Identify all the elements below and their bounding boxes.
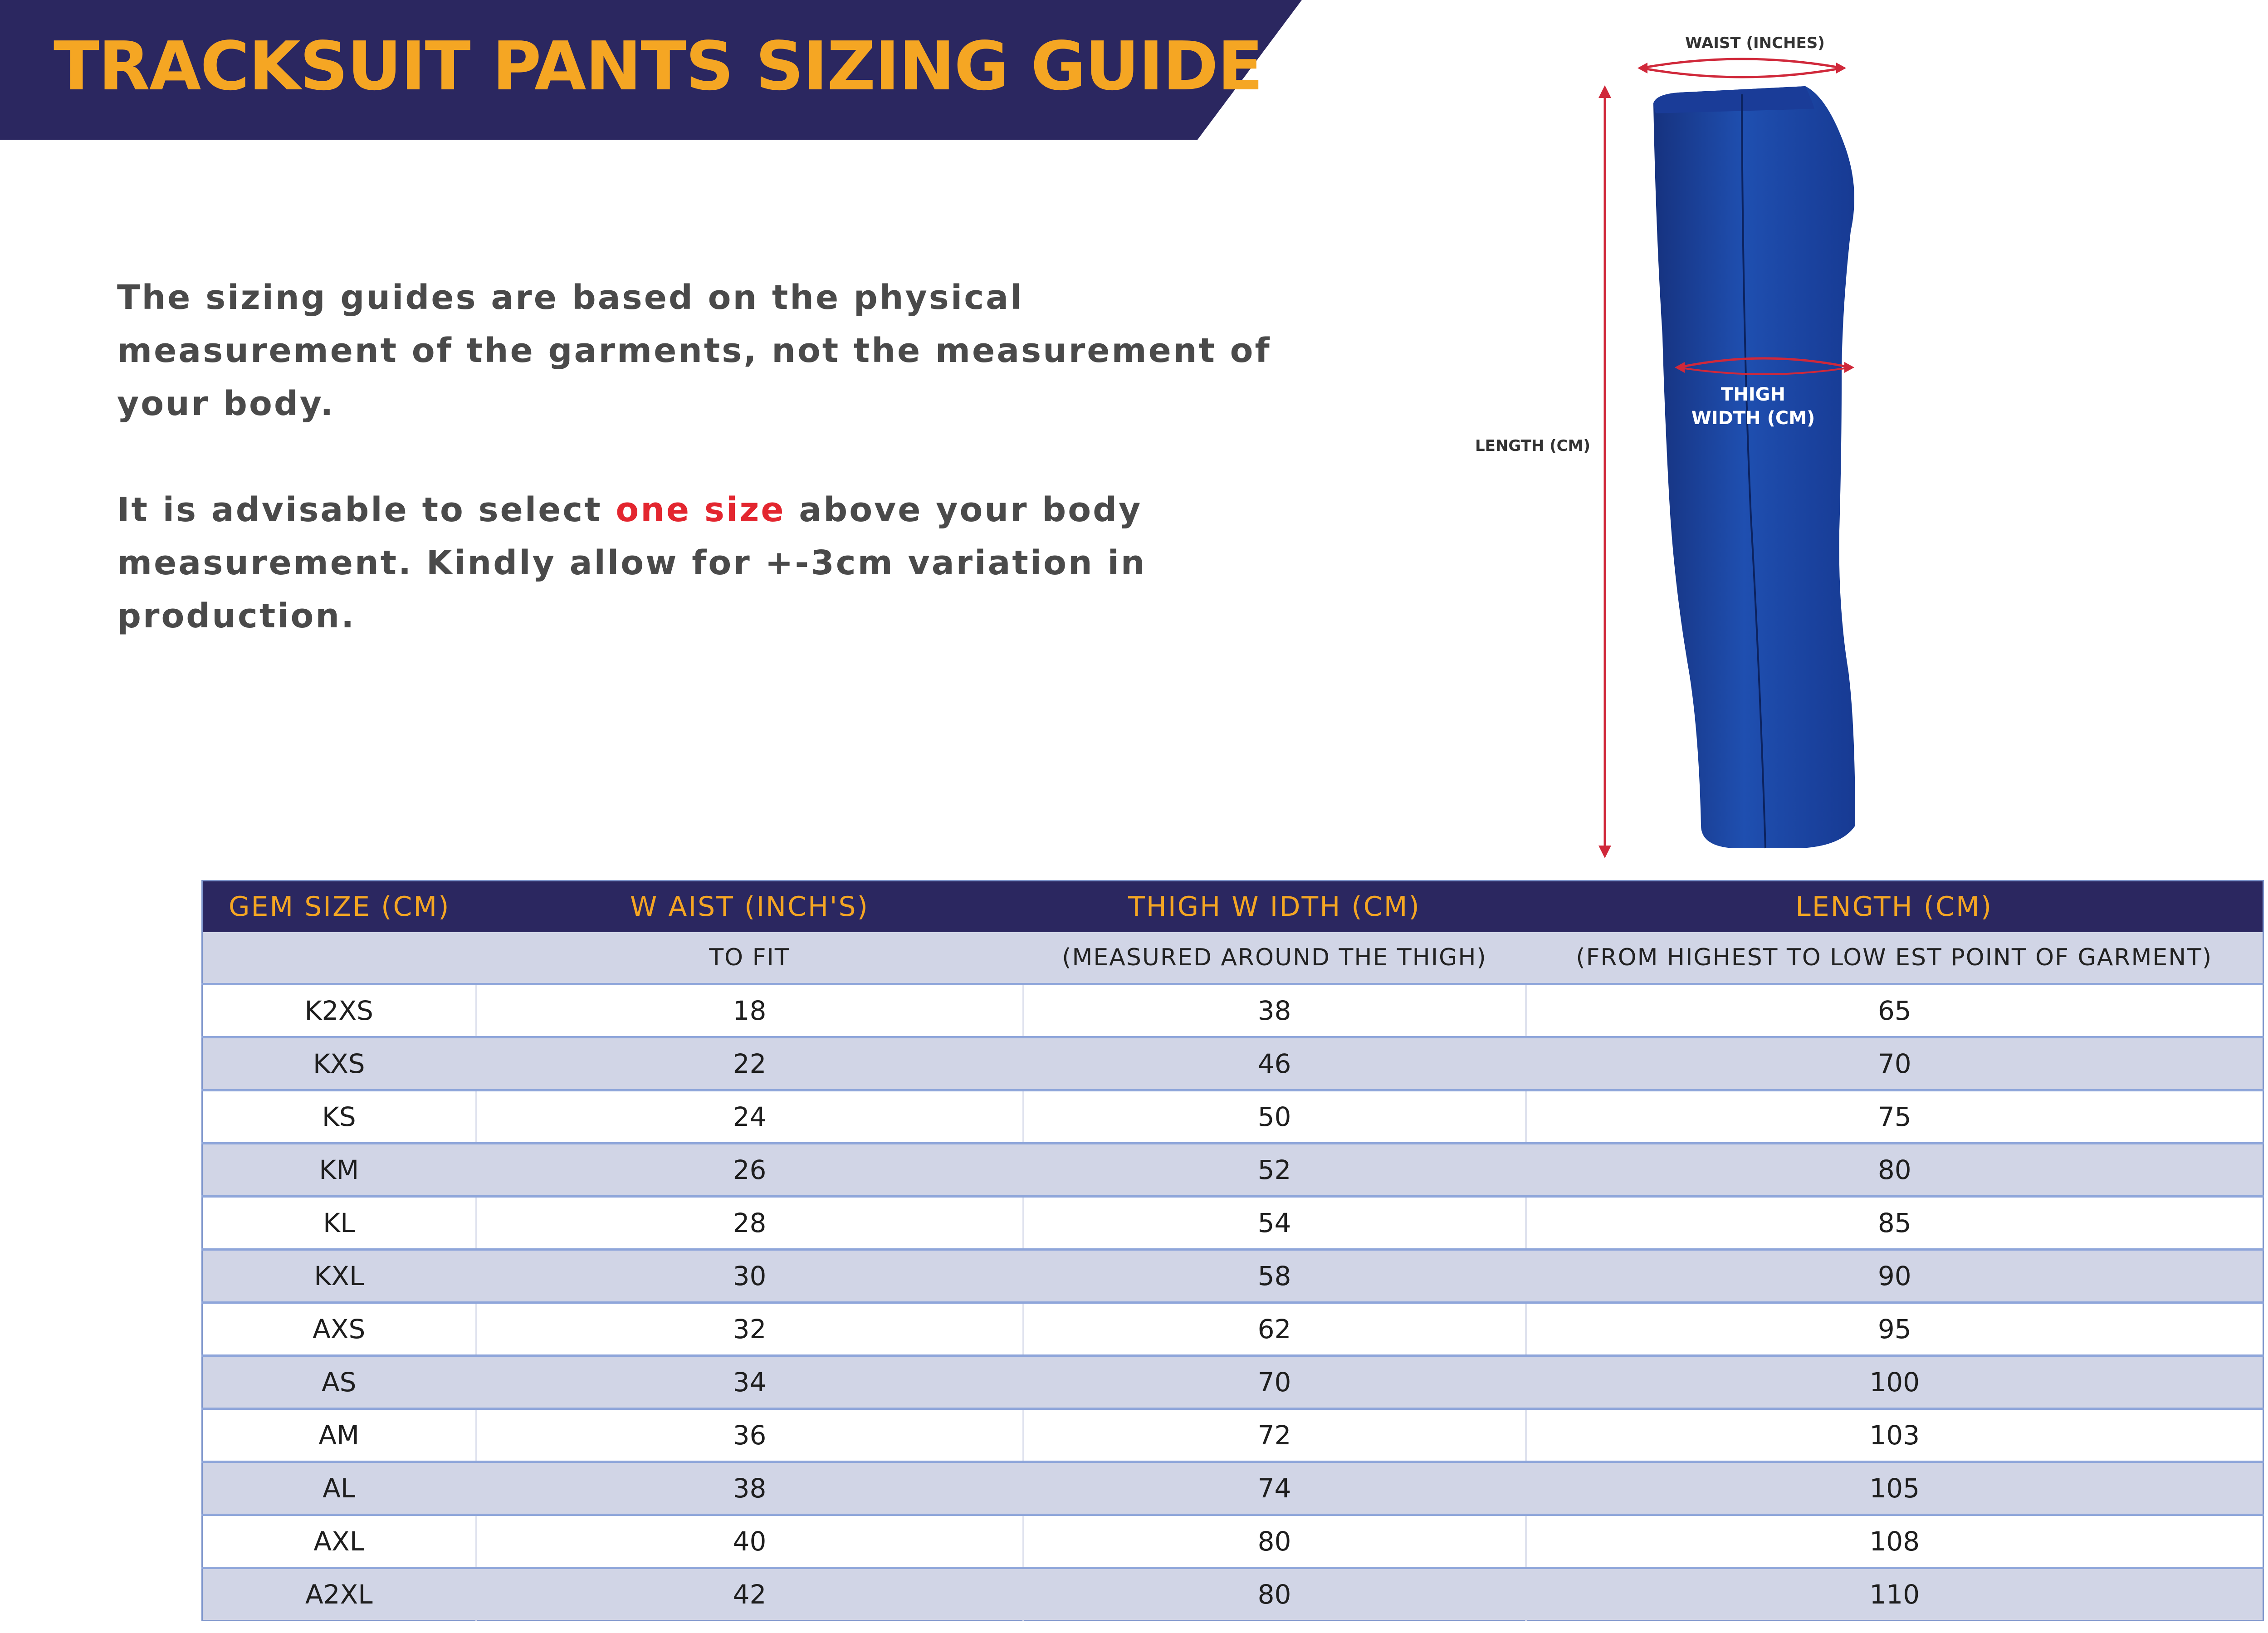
table-row	[202, 1144, 2263, 1197]
waist-arc-lower	[1641, 68, 1843, 77]
cell-length: 95	[1526, 1303, 2263, 1356]
intro-paragraph-2-end: above your body measurement. Kindly allow for +-3cm variation in production.	[117, 490, 1147, 636]
cell-length: 103	[1526, 1409, 2263, 1462]
cell-length: 70	[1526, 1037, 2263, 1090]
pants-shape	[1653, 86, 1855, 848]
subheader-gem-size	[202, 932, 476, 984]
table-row	[202, 1568, 2263, 1621]
thigh-arrow-right	[1844, 362, 1854, 373]
waist-arrow-left	[1637, 63, 1647, 73]
table-row	[202, 984, 2263, 1037]
length-label: LENGTH (CM)	[1475, 437, 1591, 455]
cell-thigh: 38	[1023, 984, 1526, 1037]
cell-size: AS	[202, 1356, 476, 1409]
table-row	[202, 1197, 2263, 1250]
title-banner	[0, 0, 1302, 140]
subheader-length: (FROM HIGHEST TO LOW EST POINT OF GARMENT)	[1526, 932, 2263, 984]
intro-paragraph-1: The sizing guides are based on the physical measurement of the garments, not the measurement of your body.	[117, 278, 1271, 423]
sizing-table	[201, 880, 2264, 1621]
cell-thigh: 80	[1023, 1568, 1526, 1621]
cell-thigh: 54	[1023, 1197, 1526, 1250]
table-row	[202, 1303, 2263, 1356]
length-arrow-bottom	[1598, 846, 1611, 858]
cell-thigh: 74	[1023, 1462, 1526, 1515]
cell-size: KS	[202, 1090, 476, 1144]
cell-size: AL	[202, 1462, 476, 1515]
cell-thigh: 50	[1023, 1090, 1526, 1144]
cell-waist: 22	[476, 1037, 1023, 1090]
waist-arc	[1641, 59, 1843, 68]
cell-length: 105	[1526, 1462, 2263, 1515]
cell-length: 75	[1526, 1090, 2263, 1144]
waistband	[1653, 86, 1814, 113]
intro-paragraph-2-start: It is advisable to select	[117, 490, 616, 529]
table-row	[202, 1250, 2263, 1303]
cell-waist: 34	[476, 1356, 1023, 1409]
table-row	[202, 1356, 2263, 1409]
subheader-waist: TO FIT	[476, 932, 1023, 984]
cell-size: KL	[202, 1197, 476, 1250]
intro-paragraph-2	[117, 484, 1197, 643]
header-gem-size: GEM SIZE (CM)	[202, 881, 476, 933]
cell-waist: 24	[476, 1090, 1023, 1144]
cell-thigh: 46	[1023, 1037, 1526, 1090]
cell-waist: 30	[476, 1250, 1023, 1303]
cell-size: K2XS	[202, 984, 476, 1037]
cell-waist: 36	[476, 1409, 1023, 1462]
waist-label: WAIST (INCHES)	[1685, 34, 1825, 52]
cell-waist: 26	[476, 1144, 1023, 1197]
subheader-thigh-width: (MEASURED AROUND THE THIGH)	[1023, 932, 1526, 984]
cell-size: KXL	[202, 1250, 476, 1303]
cell-length: 108	[1526, 1515, 2263, 1568]
page-title: TRACKSUIT PANTS SIZING GUIDE	[54, 27, 1263, 105]
cell-length: 65	[1526, 984, 2263, 1037]
intro-text	[117, 271, 1342, 643]
cell-size: AXL	[202, 1515, 476, 1568]
length-arrow-top	[1598, 85, 1611, 98]
cell-length: 90	[1526, 1250, 2263, 1303]
table-row	[202, 1037, 2263, 1090]
cell-waist: 32	[476, 1303, 1023, 1356]
table-row	[202, 1515, 2263, 1568]
cell-waist: 40	[476, 1515, 1023, 1568]
cell-waist: 28	[476, 1197, 1023, 1250]
cell-waist: 18	[476, 984, 1023, 1037]
pants-diagram	[1442, 18, 1932, 862]
thigh-label-line-1: THIGH	[1721, 384, 1785, 405]
table-row	[202, 1409, 2263, 1462]
cell-size: KM	[202, 1144, 476, 1197]
table-row	[202, 1090, 2263, 1144]
cell-size: AM	[202, 1409, 476, 1462]
waist-arrow-right	[1836, 63, 1846, 73]
cell-length: 85	[1526, 1197, 2263, 1250]
cell-size: A2XL	[202, 1568, 476, 1621]
cell-thigh: 80	[1023, 1515, 1526, 1568]
header-length: LENGTH (CM)	[1526, 881, 2263, 933]
cell-thigh: 58	[1023, 1250, 1526, 1303]
cell-size: KXS	[202, 1037, 476, 1090]
cell-waist: 38	[476, 1462, 1023, 1515]
cell-thigh: 70	[1023, 1356, 1526, 1409]
thigh-label-line-2: WIDTH (CM)	[1691, 408, 1815, 429]
cell-thigh: 72	[1023, 1409, 1526, 1462]
cell-length: 80	[1526, 1144, 2263, 1197]
one-size-highlight: one size	[616, 490, 786, 529]
table-header-row	[202, 881, 2263, 933]
cell-length: 100	[1526, 1356, 2263, 1409]
cell-waist: 42	[476, 1568, 1023, 1621]
table-row	[202, 1462, 2263, 1515]
cell-thigh: 52	[1023, 1144, 1526, 1197]
cell-thigh: 62	[1023, 1303, 1526, 1356]
header-thigh-width: THIGH W IDTH (CM)	[1023, 881, 1526, 933]
cell-size: AXS	[202, 1303, 476, 1356]
cell-length: 110	[1526, 1568, 2263, 1621]
header-waist: W AIST (INCH'S)	[476, 881, 1023, 933]
table-subheader-row	[202, 932, 2263, 984]
